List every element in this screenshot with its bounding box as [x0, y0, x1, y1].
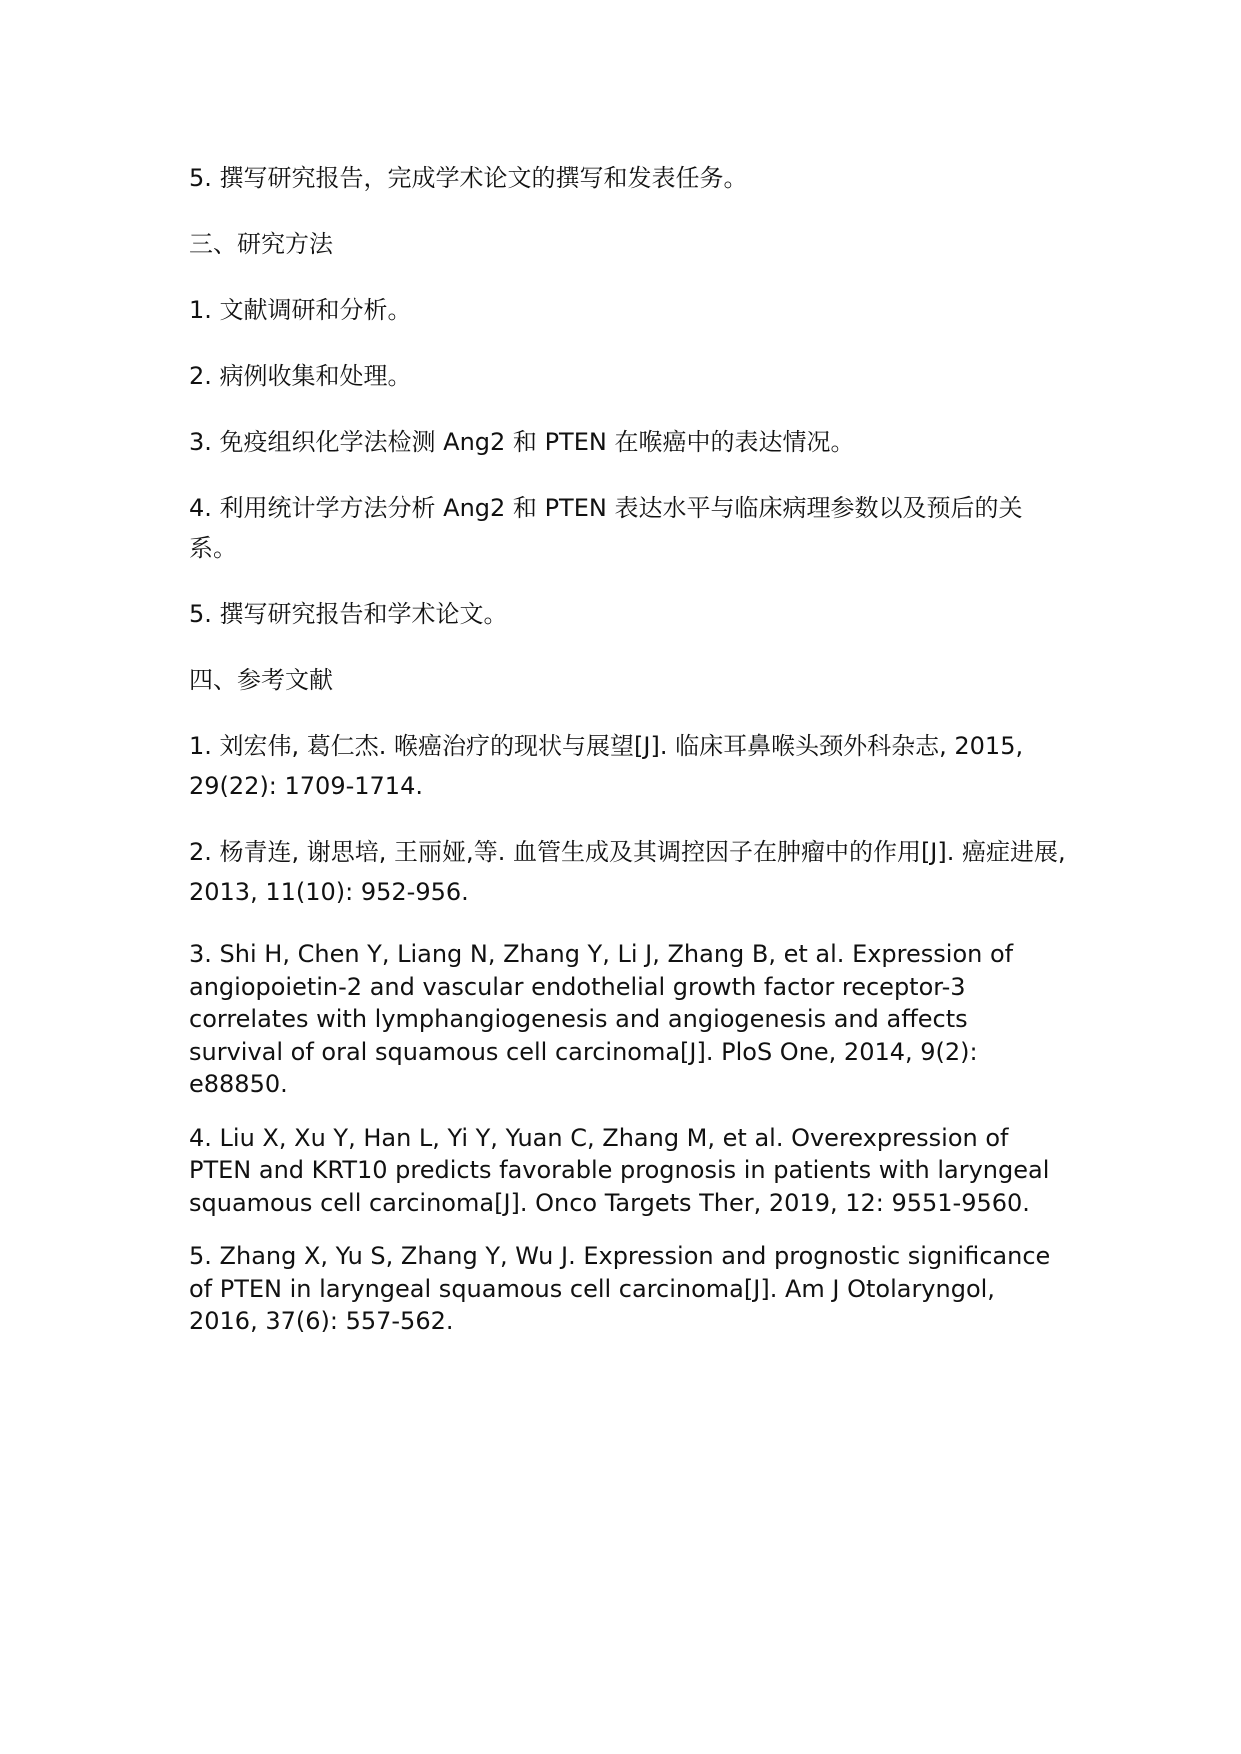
list-item: [189, 422, 1069, 462]
item-text: 利用统计学方法分析 Ang2 和 PTEN 表达水平与临床病理参数以及预后的关系。: [189, 494, 1023, 562]
item-text: 撰写研究报告和学术论文。: [219, 600, 508, 628]
reference-item: [189, 938, 1069, 1101]
item-number: 5.: [189, 164, 212, 192]
reference-item: [189, 1240, 1069, 1338]
item-text: Liu X, Xu Y, Han L, Yi Y, Yuan C, Zhang M, et al. Overexpression of PTEN and KRT10 predicts favorable prognosis in patients with laryngeal squamous cell carcinoma[J]. Onco Targets Ther, 2019, 12: 9551-9560.: [189, 1123, 1050, 1217]
item-number: 1.: [189, 296, 212, 324]
list-item: [189, 594, 1069, 634]
item-text: 免疫组织化学法检测 Ang2 和 PTEN 在喉癌中的表达情况。: [219, 428, 855, 456]
reference-item: [189, 726, 1069, 806]
item-number: 5.: [189, 600, 212, 628]
item-number: 1.: [189, 732, 212, 760]
item-text: Shi H, Chen Y, Liang N, Zhang Y, Li J, Zhang B, et al. Expression of angiopoietin-2 and vascular endothelial growth factor receptor-3 correlates with lymphangiogenesis and angiogenesis and affects survival of oral squamous cell carcinoma[J]. PloS One, 2014, 9(2): e88850.: [189, 940, 1014, 1098]
item-text: 病例收集和处理。: [219, 362, 412, 390]
list-item: [189, 158, 1069, 198]
list-item: [189, 488, 1069, 568]
list-item: [189, 356, 1069, 396]
item-number: 2.: [189, 838, 212, 866]
item-text: 杨青连, 谢思培, 王丽娅,等. 血管生成及其调控因子在肿瘤中的作用[J]. 癌症进展, 2013, 11(10): 952-956.: [189, 838, 1066, 906]
item-text: 文献调研和分析。: [219, 296, 412, 324]
list-item: [189, 290, 1069, 330]
section-heading-methods: 三、研究方法: [189, 230, 333, 258]
reference-item: [189, 832, 1069, 912]
item-number: 3.: [189, 428, 212, 456]
item-number: 4.: [189, 494, 212, 522]
section-heading-references: 四、参考文献: [189, 666, 333, 694]
document-body: [189, 158, 1069, 1359]
reference-item: [189, 1122, 1069, 1220]
item-number: 2.: [189, 362, 212, 390]
item-number: 5.: [189, 1242, 212, 1270]
item-number: 3.: [189, 940, 212, 968]
item-text: Zhang X, Yu S, Zhang Y, Wu J. Expression and prognostic significance of PTEN in laryngeal squamous cell carcinoma[J]. Am J Otolaryngol, 2016, 37(6): 557-562.: [189, 1242, 1051, 1335]
item-text: 撰写研究报告，完成学术论文的撰写和发表任务。: [219, 164, 748, 192]
item-number: 4.: [189, 1123, 212, 1152]
item-text: 刘宏伟, 葛仁杰. 喉癌治疗的现状与展望[J]. 临床耳鼻喉头颈外科杂志, 2015, 29(22): 1709-1714.: [189, 732, 1024, 800]
